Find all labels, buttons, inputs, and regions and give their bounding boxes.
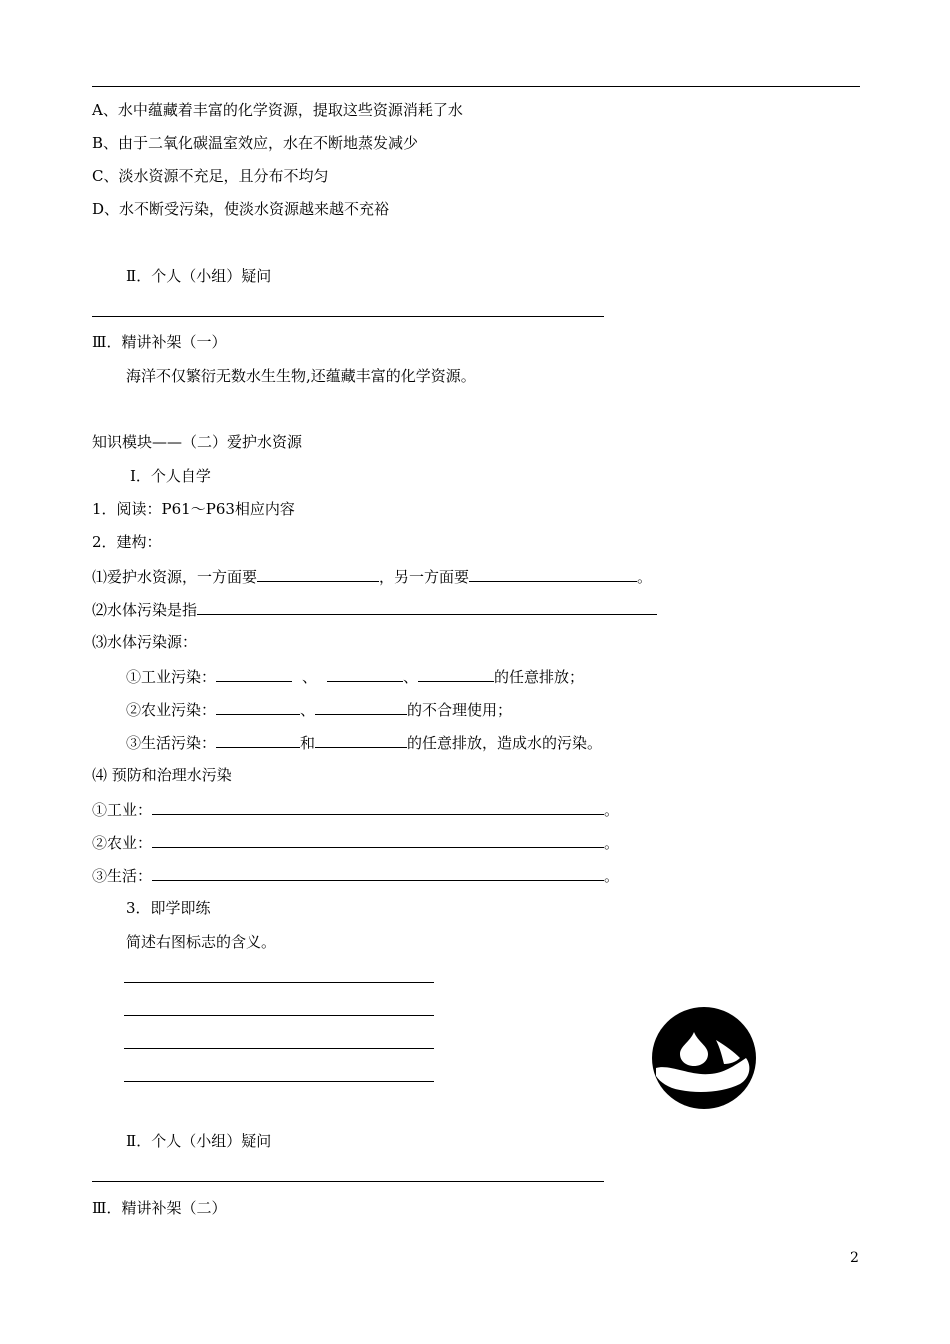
blank-field[interactable] <box>216 666 292 682</box>
separator: 、 <box>403 668 419 686</box>
line-end: 。 <box>604 834 620 852</box>
blank-field[interactable] <box>315 732 407 748</box>
blank-field[interactable] <box>197 599 657 615</box>
construct-item: 2．建构： <box>92 533 162 551</box>
option-b: B、由于二氧化碳温室效应，水在不断地蒸发减少 <box>92 134 419 152</box>
blank-field[interactable] <box>315 699 407 715</box>
blank-field[interactable] <box>257 566 379 582</box>
item-3-heading: ⑶水体污染源： <box>92 633 198 651</box>
agri-end: 的不合理使用； <box>407 701 513 719</box>
answer-line[interactable] <box>124 1015 434 1016</box>
domestic-pollution-line <box>126 732 602 753</box>
blank-field[interactable] <box>152 865 604 881</box>
agricultural-pollution-line <box>126 699 512 720</box>
explain-text-1: 海洋不仅繁衍无数水生生物,还蕴藏丰富的化学资源。 <box>126 367 476 385</box>
question-heading-2: Ⅱ．个人（小组）疑问 <box>126 1132 272 1150</box>
item-4-heading: ⑷ 预防和治理水污染 <box>92 766 232 784</box>
practice-text: 简述右图标志的含义。 <box>126 933 277 951</box>
line-end: 。 <box>604 801 620 819</box>
option-d: D、水不断受污染，使淡水资源越来越不充裕 <box>92 200 390 218</box>
answer-line[interactable] <box>124 982 434 983</box>
reading-item: 1．阅读：P61～P63相应内容 <box>92 500 295 518</box>
life-label: ③生活污染： <box>126 734 217 752</box>
practice-heading: 3．即学即练 <box>126 899 211 917</box>
prevent-industry-label: ①工业： <box>92 801 153 819</box>
blank-field[interactable] <box>418 666 494 682</box>
industrial-end: 的任意排放； <box>494 668 585 686</box>
blank-field[interactable] <box>469 566 637 582</box>
prevent-life-line <box>92 865 619 886</box>
item-1-line <box>92 566 652 587</box>
page-number: 2 <box>850 1250 859 1266</box>
line-end: 。 <box>604 867 620 885</box>
explain-heading-1: Ⅲ．精讲补架（一） <box>92 333 227 351</box>
blank-field[interactable] <box>152 832 604 848</box>
life-and: 和 <box>300 734 316 752</box>
blank-field[interactable] <box>327 666 403 682</box>
explain-heading-2: Ⅲ．精讲补架（二） <box>92 1199 227 1217</box>
water-saving-logo-icon <box>650 1006 758 1110</box>
answer-line[interactable] <box>124 1081 434 1082</box>
industrial-label: ①工业污染： <box>126 668 217 686</box>
option-c: C、淡水资源不充足，且分布不均匀 <box>92 167 329 185</box>
agri-label: ②农业污染： <box>126 701 217 719</box>
prevent-agri-line <box>92 832 619 853</box>
question-line-2[interactable] <box>92 1181 604 1182</box>
item-1-prefix: ⑴爱护水资源，一方面要 <box>92 568 258 586</box>
question-line-1[interactable] <box>92 316 604 317</box>
answer-line[interactable] <box>124 1048 434 1049</box>
question-heading-1: Ⅱ．个人（小组）疑问 <box>126 267 272 285</box>
prevent-industry-line <box>92 799 619 820</box>
item-2-prefix: ⑵水体污染是指 <box>92 601 198 619</box>
item-1-middle: ，另一方面要 <box>379 568 470 586</box>
self-study-heading: Ⅰ．个人自学 <box>130 467 211 485</box>
industrial-pollution-line <box>126 666 584 687</box>
life-end: 的任意排放，造成水的污染。 <box>407 734 603 752</box>
prevent-agri-label: ②农业： <box>92 834 153 852</box>
item-2-line <box>92 599 657 620</box>
separator: 、 <box>300 701 316 719</box>
separator: 、 <box>302 668 318 686</box>
blank-field[interactable] <box>216 732 300 748</box>
item-1-end: 。 <box>637 568 653 586</box>
blank-field[interactable] <box>152 799 604 815</box>
header-rule <box>92 86 860 87</box>
blank-field[interactable] <box>216 699 300 715</box>
module-title: 知识模块——（二）爱护水资源 <box>92 433 303 451</box>
prevent-life-label: ③生活： <box>92 867 153 885</box>
option-a: A、水中蕴藏着丰富的化学资源，提取这些资源消耗了水 <box>92 101 463 119</box>
